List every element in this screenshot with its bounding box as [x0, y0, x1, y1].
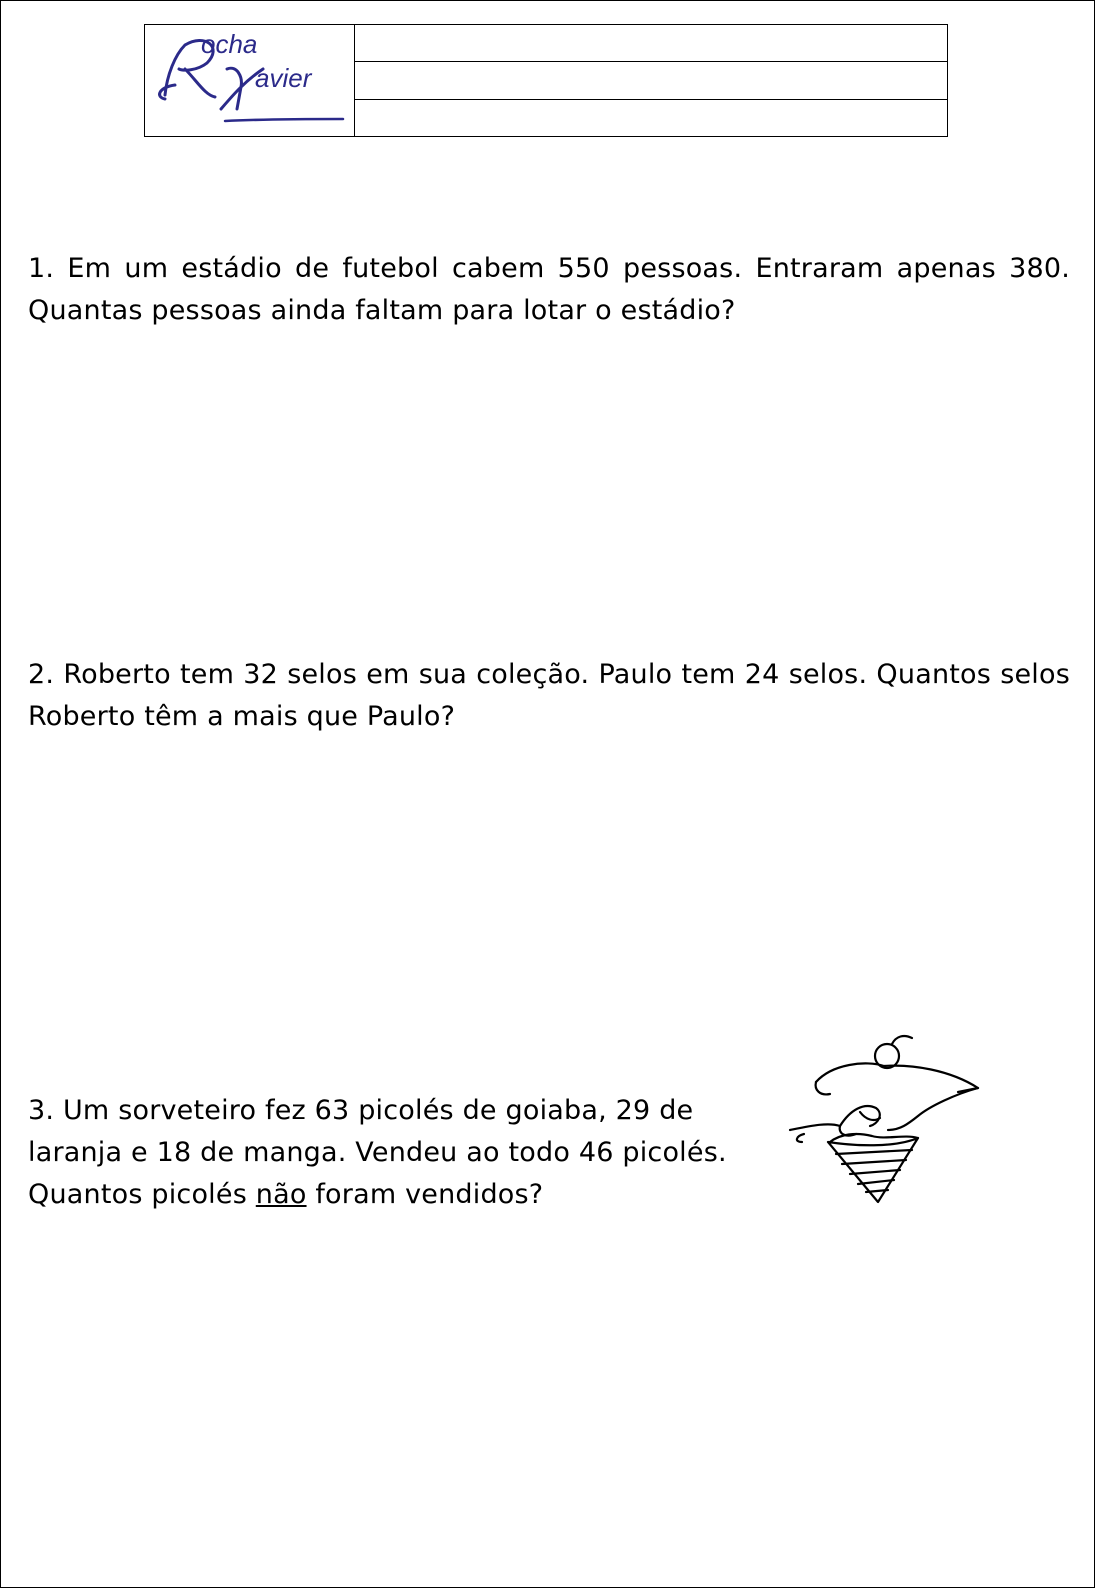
- question-1-number: 1.: [28, 253, 55, 284]
- school-logo: [145, 25, 355, 136]
- question-3-line-2: laranja e 18 de manga. Vendeu ao todo 46 picolés.: [28, 1137, 727, 1168]
- header-table: [144, 24, 948, 137]
- question-3: [28, 1090, 727, 1216]
- svg-text:ocha: ocha: [201, 29, 258, 59]
- question-3-emphasis: não: [255, 1179, 307, 1210]
- logo-mark: [145, 25, 353, 136]
- question-1-text: Em um estádio de futebol cabem 550 pessoas. Entraram apenas 380. Quantas pessoas ainda faltam para lotar o estádio?: [28, 253, 1070, 326]
- svg-text:avier: avier: [255, 63, 312, 93]
- question-2-text: Roberto tem 32 selos em sua coleção. Paulo tem 24 selos. Quantos selos Roberto têm a mais que Paulo?: [28, 659, 1070, 732]
- ice-cream-cone-icon: [780, 1030, 990, 1214]
- header-field-date[interactable]: [355, 100, 947, 136]
- question-2: [28, 654, 1070, 738]
- question-3-text-3b: foram vendidos?: [315, 1179, 544, 1210]
- header-fields: [355, 25, 947, 136]
- question-2-number: 2.: [28, 659, 55, 690]
- question-3-line-1: [28, 1090, 708, 1132]
- question-1: [28, 248, 1070, 332]
- question-3-text-1: Um sorveteiro fez 63 picolés de goiaba, 29 de: [62, 1095, 694, 1126]
- header-field-class[interactable]: [355, 62, 947, 99]
- question-3-number: 3.: [28, 1095, 55, 1126]
- header-field-name[interactable]: [355, 25, 947, 62]
- question-3-line-3: [28, 1174, 708, 1216]
- question-3-text-3a: Quantos picolés: [28, 1179, 247, 1210]
